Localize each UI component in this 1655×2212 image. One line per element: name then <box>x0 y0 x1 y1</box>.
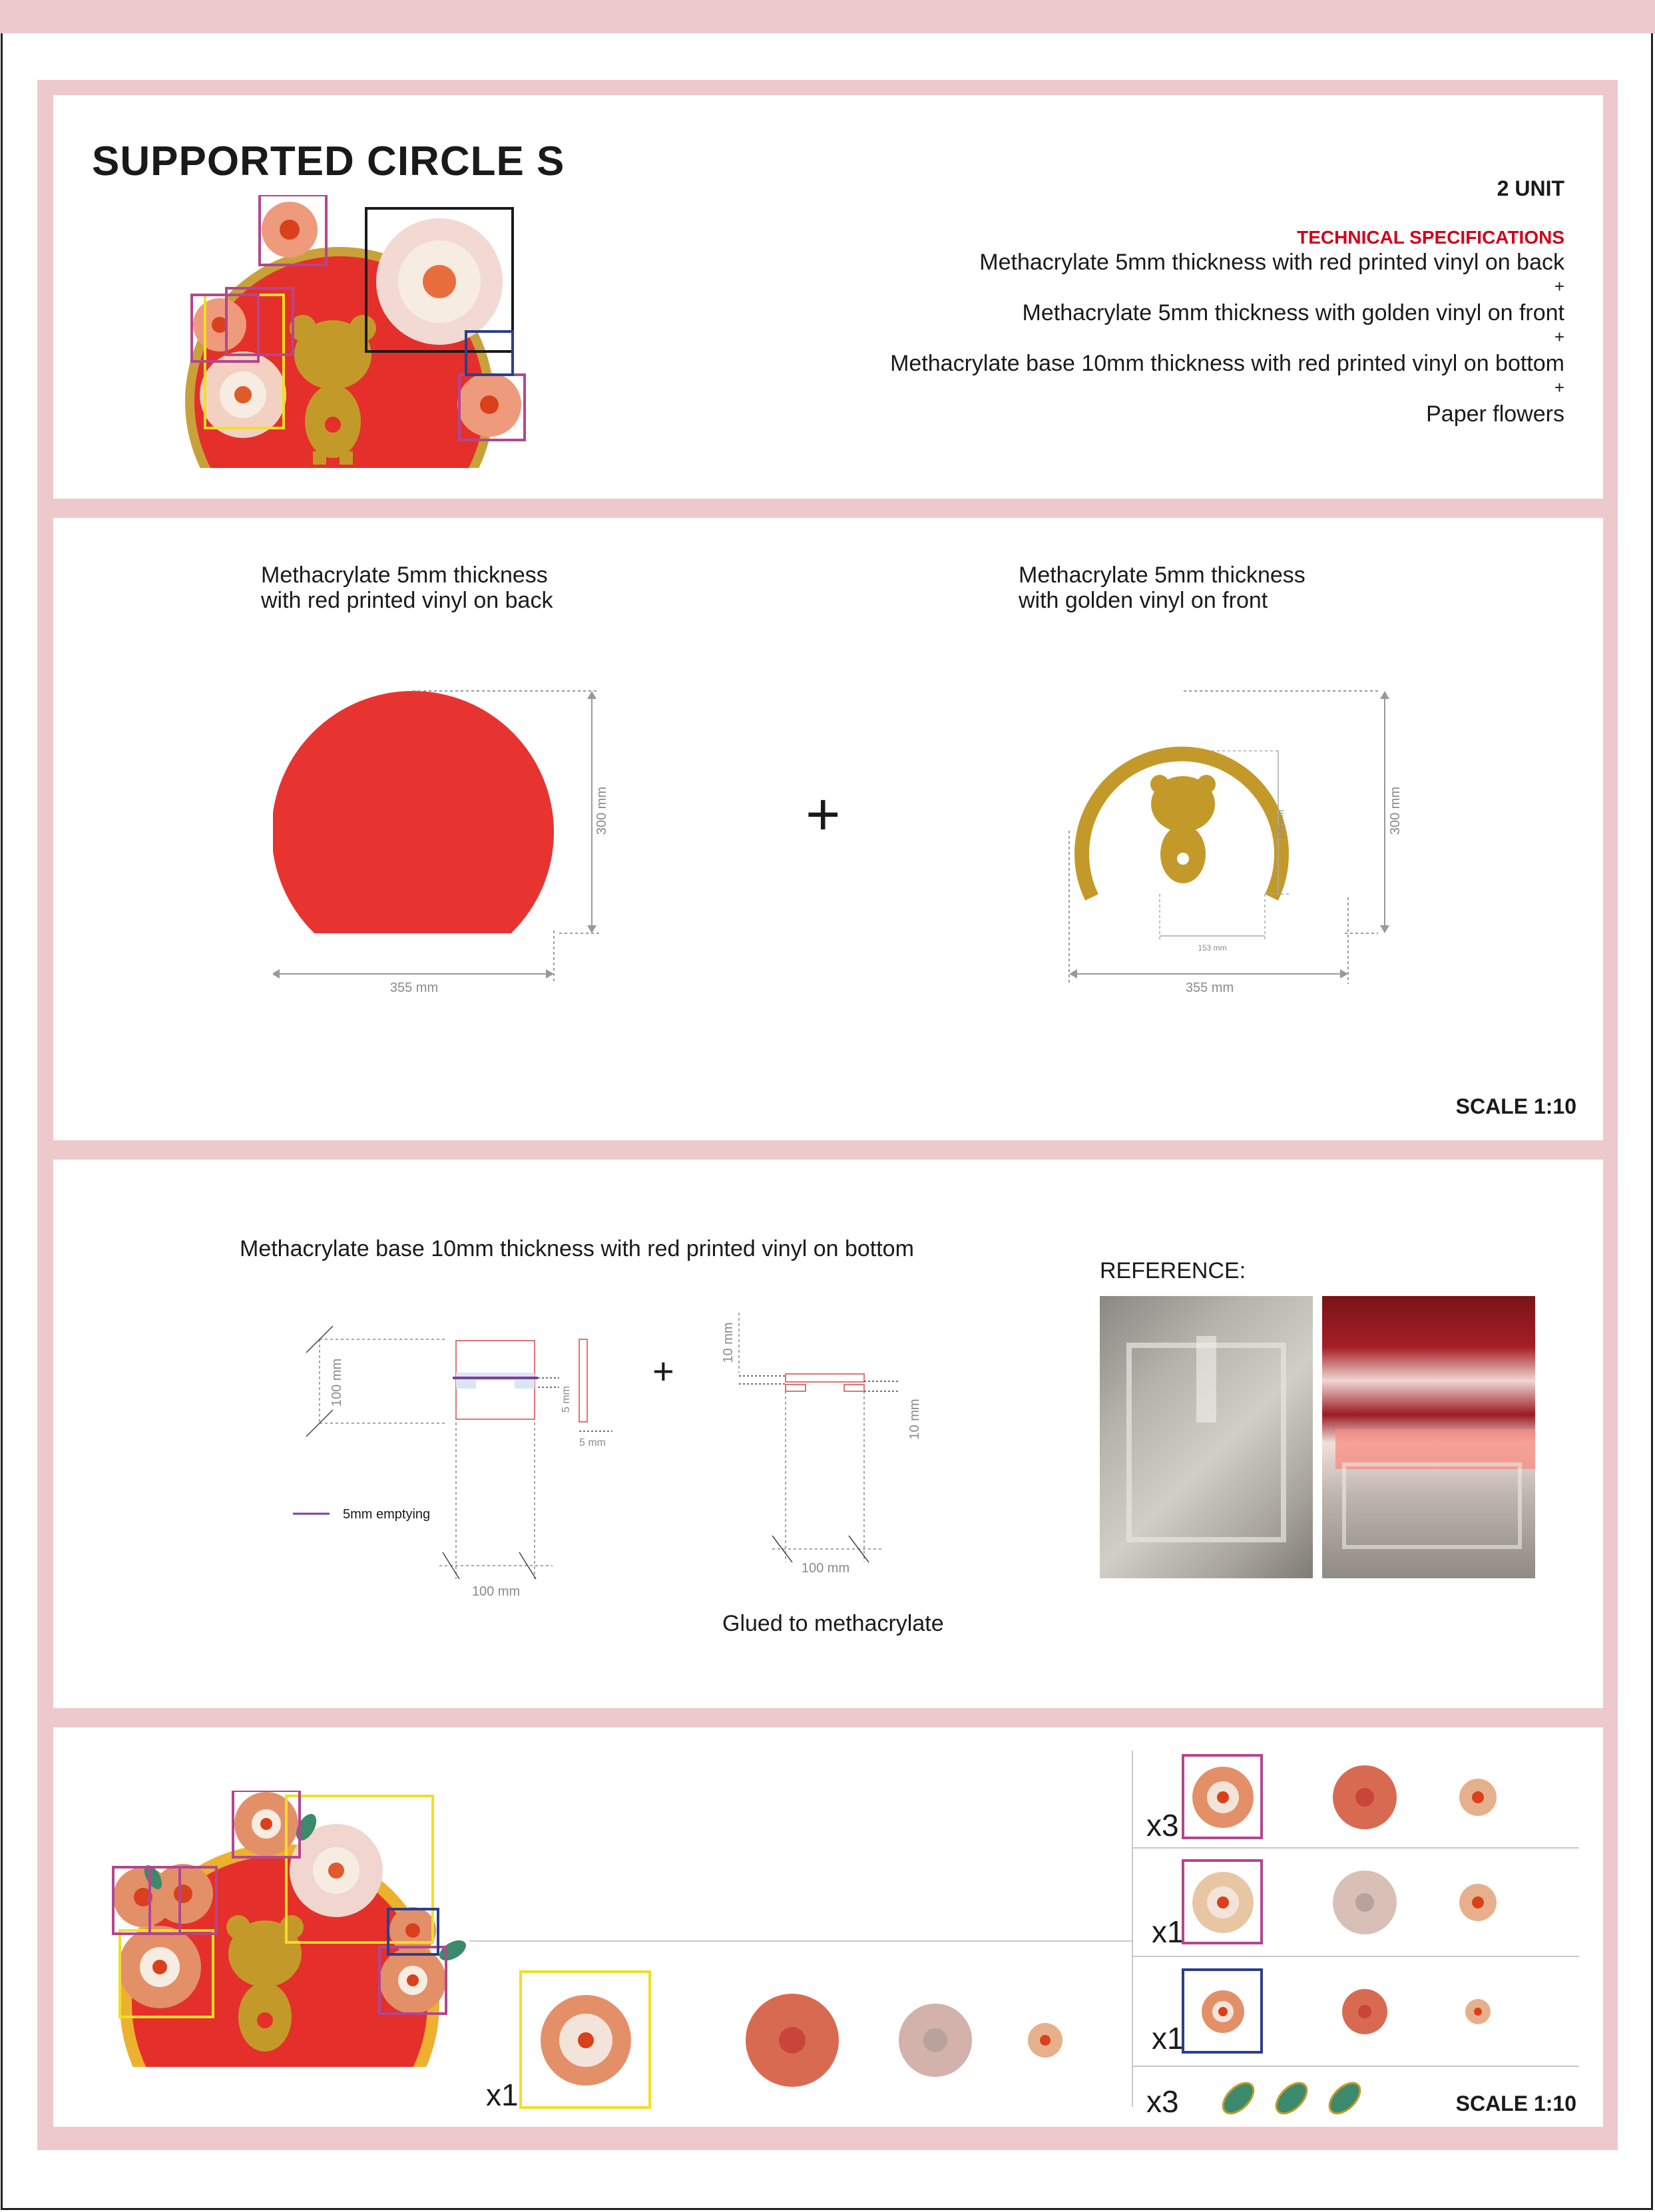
leaf-icon <box>1271 2078 1312 2119</box>
row2-parts <box>1182 1859 1581 1946</box>
row3-parts <box>1182 1968 1581 2055</box>
gold-piece-label-2: with golden vinyl on front <box>1019 588 1268 613</box>
gold-piece-label-1: Methacrylate 5mm thickness <box>1019 562 1305 588</box>
red-width-dim: 355 mm <box>389 981 439 995</box>
leaf-parts <box>1212 2077 1378 2120</box>
row2-qty: x1 <box>1152 1914 1184 1949</box>
gold-width-dim: 355 mm <box>1185 981 1234 995</box>
spec-line-2: Methacrylate 5mm thickness with golden vinyl on front <box>1022 300 1564 326</box>
support-width-dim: 100 mm <box>801 1561 850 1576</box>
leaf-icon <box>1324 2078 1365 2119</box>
support-top-part <box>786 1374 864 1382</box>
spec-line-1: Methacrylate 5mm thickness with red printed vinyl on back <box>979 250 1564 275</box>
base-label: Methacrylate base 10mm thickness with red printed vinyl on bottom <box>240 1236 914 1261</box>
unit-count: 2 UNIT <box>1497 176 1564 200</box>
glued-label: Glued to methacrylate <box>722 1611 944 1636</box>
side-thickness-dim: 5 mm <box>579 1437 606 1448</box>
spec-plus-2: + <box>1554 327 1564 347</box>
row3-qty: x1 <box>1152 2021 1184 2056</box>
leaf-icon <box>1218 2078 1259 2119</box>
flowers-panel <box>53 1727 1603 2127</box>
gold-tiger-figure <box>1150 775 1216 883</box>
legend-label: 5mm emptying <box>343 1507 431 1522</box>
spec-block <box>766 176 1564 496</box>
row1-parts <box>1182 1754 1581 1841</box>
assembled-product <box>80 1791 493 2137</box>
reference-photo-2 <box>1322 1296 1535 1578</box>
red-height-dim: 300 mm <box>594 786 609 835</box>
red-piece-label-2: with red printed vinyl on back <box>261 588 553 613</box>
row1-qty: x3 <box>1146 1808 1179 1843</box>
top-gap-dim: 10 mm <box>721 1322 736 1363</box>
plus-sign: + <box>806 781 841 848</box>
header-panel <box>53 95 1603 499</box>
reference-label: REFERENCE: <box>1100 1258 1246 1283</box>
red-circle-shape <box>273 691 554 973</box>
tiger-height-dim: 175 mm <box>1276 809 1286 839</box>
pieces-panel <box>53 518 1603 1140</box>
row-divider-2 <box>1133 1956 1579 1957</box>
spec-plus-1: + <box>1554 276 1564 296</box>
spec-plus-3: + <box>1554 377 1564 397</box>
leaf-qty: x3 <box>1146 2084 1179 2119</box>
large-flower-parts <box>519 1970 1132 2113</box>
gold-piece-drawing <box>1012 678 1478 997</box>
scale-label-bottom: SCALE 1:10 <box>1455 2092 1576 2115</box>
page-title: SUPPORTED CIRCLE S <box>92 138 565 184</box>
large-flower-qty: x1 <box>486 2078 519 2112</box>
base-width-dim: 100 mm <box>471 1584 521 1599</box>
gold-height-dim: 300 mm <box>1388 786 1403 835</box>
base-height-dim: 100 mm <box>330 1358 344 1407</box>
spec-heading: TECHNICAL SPECIFICATIONS <box>1297 227 1564 248</box>
reference-photo-1 <box>1100 1296 1313 1578</box>
divider-vertical <box>1132 1751 1133 2107</box>
row-divider-3 <box>1133 2066 1579 2067</box>
tiger-width-dim: 153 mm <box>1198 943 1227 953</box>
base-side-view <box>579 1339 587 1422</box>
red-piece-drawing <box>273 678 739 997</box>
base-drawing-right <box>719 1313 1012 1606</box>
spec-line-4: Paper flowers <box>1426 401 1564 427</box>
top-band <box>0 0 1655 33</box>
side-gap-dim: 10 mm <box>907 1399 922 1440</box>
scale-label-top: SCALE 1:10 <box>1455 1094 1576 1118</box>
divider-horizontal <box>469 1940 1132 1942</box>
product-illustration <box>133 195 546 568</box>
spec-line-3: Methacrylate base 10mm thickness with red printed vinyl on bottom <box>890 351 1564 376</box>
red-piece-label-1: Methacrylate 5mm thickness <box>261 562 548 588</box>
base-panel <box>53 1160 1603 1708</box>
row-divider-1 <box>1133 1847 1579 1849</box>
emptying-depth-dim: 5 mm <box>561 1386 572 1413</box>
base-plus-sign: + <box>652 1350 674 1392</box>
